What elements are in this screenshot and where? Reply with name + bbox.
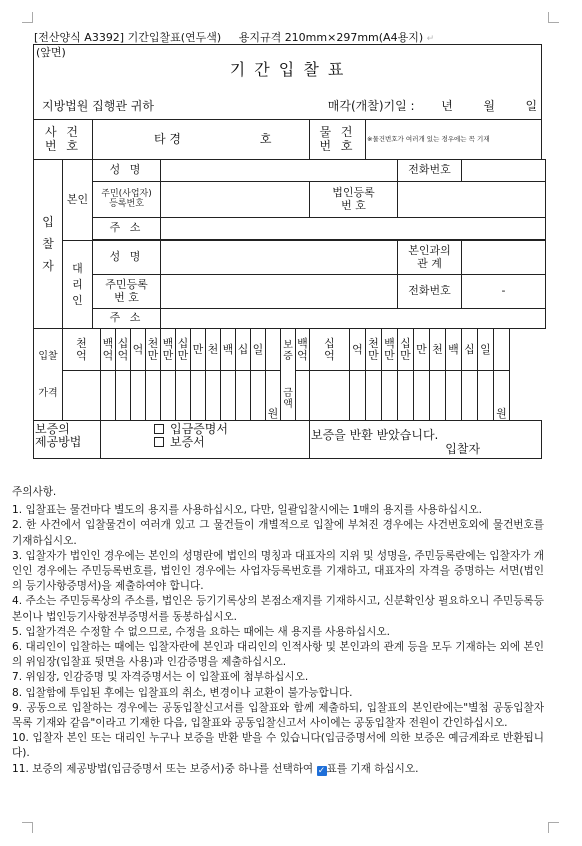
note-item: 2. 한 사건에서 입찰물건이 여러개 있고 그 물건들이 개별적으로 입찰에 부쳐진 경우에는 사건번호외에 물건번호를 기재하십시오. xyxy=(12,519,544,547)
page-corner-mark xyxy=(548,12,559,23)
note-item: 9. 공동으로 입찰하는 경우에는 공동입찰신고서를 입찰표와 함께 제출하되, 입찰표의 본인란에는"별첨 공동입찰자목록 기재와 같음"이라고 기재한 다음, 입찰표와 공동입찰신고서 사이에는 공동입찰자 전원이 간인하십시오. xyxy=(12,701,544,730)
paper-spec: 용지규격 210mm×297mm(A4용지) xyxy=(238,31,424,44)
bid-won-label: 원 xyxy=(266,371,281,421)
note-item: 7. 위임장, 인감증명 및 자격증명서는 이 입찰표에 첨부하십시오. xyxy=(12,671,309,684)
sale-date-field[interactable]: 매각(개찰)기일 : 년 월 일 xyxy=(327,99,538,113)
deposit-digit-cell[interactable] xyxy=(446,371,462,421)
deposit-digit-header: 일 xyxy=(478,329,494,371)
bid-digit-cell[interactable] xyxy=(251,371,266,421)
rrn-field[interactable] xyxy=(161,182,310,218)
bid-digit-cell[interactable] xyxy=(161,371,176,421)
bid-digit-cell[interactable] xyxy=(63,371,101,421)
deposit-won-spacer xyxy=(494,329,510,371)
note-item: 3. 입찰자가 법인인 경우에는 본인의 성명란에 법인의 명칭과 대표자의 지위 및 성명을, 주민등록란에는 입찰자가 개인인 경우에는 주민등록번호를, 법인인 경우에는 사업자등록번호를 기재하고, 대표자의 자격을 증명하는 서면(법인의 등기사항증명서)을 제출하여야 합니다. xyxy=(12,549,544,593)
deposit-returned-text: 보증을 반환 받았습니다. xyxy=(311,428,439,443)
bid-digit-cell[interactable] xyxy=(191,371,206,421)
case-number-label: 사 건 번 호 xyxy=(34,120,93,160)
bid-digit-header: 일 xyxy=(251,329,266,371)
phone-field[interactable] xyxy=(462,160,546,182)
bid-digit-header: 십 만 xyxy=(176,329,191,371)
form-title: 기 간 입 찰 표 xyxy=(229,60,346,79)
deposit-digit-header: 만 xyxy=(414,329,430,371)
name-label: 성 명 xyxy=(93,160,161,182)
note-item: 6. 대리인이 입찰하는 때에는 입찰자란에 본인과 대리인의 인적사항 및 본인과의 관계 등을 모두 기재하는 외에 본인의 위임장(입찰표 뒷면을 사용)과 인감증명을 제출하십시오. xyxy=(12,641,544,669)
relation-field[interactable] xyxy=(462,241,546,275)
agent-address-field[interactable] xyxy=(161,309,546,329)
bid-digit-header: 백 억 xyxy=(101,329,116,371)
deposit-digit-header: 백 만 xyxy=(382,329,398,371)
bid-digit-cell[interactable] xyxy=(206,371,221,421)
agent-address-label: 주 소 xyxy=(93,309,161,329)
deposit-digit-cell[interactable] xyxy=(414,371,430,421)
agent-rrn-field[interactable] xyxy=(161,275,398,309)
note-item: 4. 주소는 주민등록상의 주소를, 법인은 등기기록상의 본점소재지를 기재하시고, 신분확인상 필요하오니 주민등록등본이나 법인등기사항전부증명서를 동봉하십시오. xyxy=(12,595,544,623)
bid-price-label: 입찰 가격 xyxy=(34,329,63,421)
deposit-amount-label: 보증 금액 xyxy=(281,329,296,421)
bid-digit-header: 천 만 xyxy=(146,329,161,371)
page-corner-mark xyxy=(22,12,33,23)
bid-digit-cell[interactable] xyxy=(101,371,116,421)
deposit-digit-cell[interactable] xyxy=(382,371,398,421)
deposit-digit-header: 백 억 xyxy=(296,329,310,371)
deposit-digit-cell[interactable] xyxy=(430,371,446,421)
note-item: 10. 입찰자 본인 또는 대리인 누구나 보증을 반환 받을 수 있습니다(입금증명서에 의한 보증은 예금계좌로 반환됩니다). xyxy=(12,732,544,760)
self-label: 본인 xyxy=(63,160,93,241)
notes-heading: 주의사항. xyxy=(12,486,57,498)
deposit-method-options xyxy=(101,421,310,459)
bid-digit-cell[interactable] xyxy=(176,371,191,421)
deposit-return-box xyxy=(310,421,542,459)
bid-digit-header: 억 xyxy=(131,329,146,371)
deposit-option-certificate[interactable]: 입금증명서 xyxy=(154,423,308,436)
name-field[interactable] xyxy=(161,160,398,182)
note-item-last: 11. 보증의 제공방법(입금증명서 또는 보증서)중 하나를 선택하여 ✓표를 기재 하십시오. xyxy=(12,762,419,776)
deposit-won-label: 원 xyxy=(494,371,510,421)
corp-reg-field[interactable] xyxy=(398,182,546,218)
deposit-digit-header: 억 xyxy=(350,329,366,371)
page-corner-mark xyxy=(22,822,33,833)
bidder-label: 입 찰 자 xyxy=(34,160,63,329)
deposit-digit-cell[interactable] xyxy=(310,371,350,421)
item-number-label: 물 건 번 호 xyxy=(310,120,366,160)
address-field[interactable] xyxy=(161,218,546,240)
deposit-digit-header: 십 억 xyxy=(310,329,350,371)
case-number-field[interactable]: 타 경 호 xyxy=(93,120,310,160)
deposit-digit-header: 백 xyxy=(446,329,462,371)
deposit-digit-cell[interactable] xyxy=(398,371,414,421)
agent-phone-field[interactable]: - xyxy=(462,275,546,309)
note-item: 8. 입찰함에 투입된 후에는 입찰표의 취소, 변경이나 교환이 불가능합니다. xyxy=(12,686,353,699)
bid-digit-header: 십 억 xyxy=(116,329,131,371)
note-item: 5. 입찰가격은 수정할 수 없으므로, 수정을 요하는 때에는 새 용지를 사용하십시오. xyxy=(12,625,390,638)
deposit-option-guarantee[interactable]: 보증서 xyxy=(154,436,308,449)
relation-label: 본인과의 관 계 xyxy=(398,241,462,275)
deposit-method-label: 보증의 제공방법 xyxy=(34,421,101,459)
deposit-digit-header: 십 만 xyxy=(398,329,414,371)
deposit-digit-header: 천 만 xyxy=(366,329,382,371)
agent-name-label: 성 명 xyxy=(93,241,161,275)
paragraph-mark-icon: ↵ xyxy=(426,34,435,44)
item-number-note[interactable]: ※물건번호가 여러개 있는 경우에는 꼭 기재 xyxy=(366,120,542,160)
checkbox-icon xyxy=(154,424,164,434)
bid-won-spacer xyxy=(266,329,281,371)
deposit-digit-header: 천 xyxy=(430,329,446,371)
agent-rrn-label: 주민등록 번 호 xyxy=(93,275,161,309)
deposit-digit-cell[interactable] xyxy=(366,371,382,421)
deposit-digit-header: 십 xyxy=(462,329,478,371)
bid-form-table xyxy=(33,44,546,459)
address-label: 주 소 xyxy=(93,218,161,240)
deposit-digit-cell[interactable] xyxy=(478,371,494,421)
bidder-sign-field[interactable]: 입찰자 xyxy=(445,441,481,456)
bid-digit-header: 백 xyxy=(221,329,236,371)
deposit-digit-cell[interactable] xyxy=(350,371,366,421)
agent-phone-label: 전화번호 xyxy=(398,275,462,309)
checkbox-icon xyxy=(154,437,164,447)
bid-digit-cell[interactable] xyxy=(131,371,146,421)
page-corner-mark xyxy=(548,822,559,833)
phone-label: 전화번호 xyxy=(398,160,462,182)
court-addressee: 지방법원 집행관 귀하 xyxy=(42,99,154,113)
bid-digit-cell[interactable] xyxy=(236,371,251,421)
bid-digit-header: 천 xyxy=(206,329,221,371)
agent-label: 대 리 인 xyxy=(63,241,93,329)
front-label: (앞면) xyxy=(36,46,66,59)
deposit-digit-cell[interactable] xyxy=(296,371,310,421)
corp-reg-label: 법인등록 번 호 xyxy=(310,182,398,218)
form-code: [전산양식 A3392] xyxy=(34,31,125,44)
deposit-digit-cell[interactable] xyxy=(462,371,478,421)
bid-digit-header: 만 xyxy=(191,329,206,371)
bid-digit-header: 천 억 xyxy=(63,329,101,371)
rrn-label: 주민(사업자) 등록번호 xyxy=(93,182,161,218)
bid-digit-cell[interactable] xyxy=(116,371,131,421)
bid-digit-cell[interactable] xyxy=(221,371,236,421)
agent-name-field[interactable] xyxy=(161,241,398,275)
form-name: 기간입찰표(연두색) xyxy=(127,31,222,44)
form-header xyxy=(34,29,434,45)
bid-digit-header: 백 만 xyxy=(161,329,176,371)
bid-digit-header: 십 xyxy=(236,329,251,371)
checked-box-icon: ✓ xyxy=(317,765,326,776)
notes-section xyxy=(12,485,544,777)
note-item: 1. 입찰표는 물건마다 별도의 용지를 사용하십시오, 다만, 일괄입찰시에는 1매의 용지를 사용하십시오. xyxy=(12,504,482,517)
bid-digit-cell[interactable] xyxy=(146,371,161,421)
